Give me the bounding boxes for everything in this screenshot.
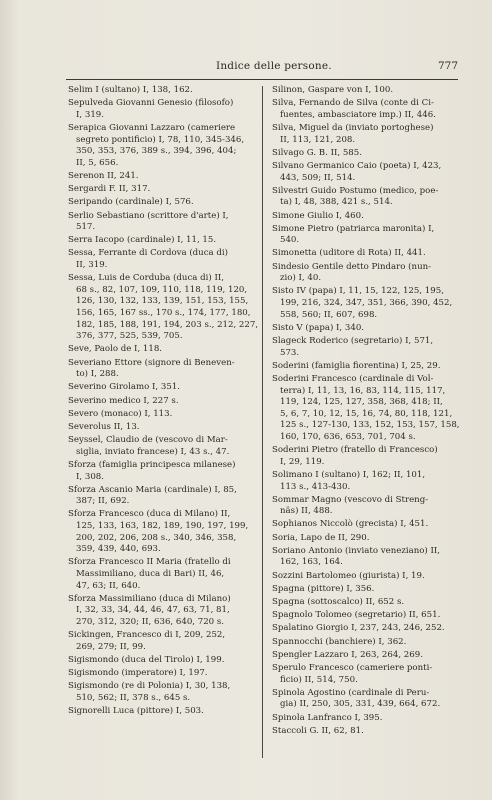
entry-line: Soderini (famiglia fiorentina) I, 25, 29. bbox=[272, 360, 441, 371]
index-entry bbox=[272, 361, 462, 373]
entry-line: Sophianos Niccolò (grecista) I, 451. bbox=[272, 519, 429, 530]
header-rule bbox=[66, 79, 458, 80]
entry-continuation-line: 376, 377, 525, 539, 705. bbox=[76, 331, 183, 342]
entry-continuation-line: 350, 353, 376, 389 s., 394, 396, 404; bbox=[76, 146, 237, 157]
index-entry bbox=[272, 224, 462, 247]
entry-continuation-line: 5, 6, 7, 10, 12, 15, 16, 74, 80, 118, 121, bbox=[280, 408, 453, 419]
entry-continuation-line: 126, 130, 132, 133, 139, 151, 153, 155, bbox=[76, 296, 249, 307]
column-divider bbox=[262, 86, 263, 758]
entry-line: Silvestri Guido Postumo (medico, poe- bbox=[272, 185, 439, 196]
entry-line: Slageck Roderico (segretario) I, 571, bbox=[272, 336, 434, 346]
entry-line: Simone Pietro (patriarca maronita) I, bbox=[272, 223, 435, 234]
index-entry bbox=[68, 248, 258, 271]
index-entry bbox=[68, 435, 258, 458]
index-entry bbox=[68, 358, 258, 381]
entry-line: Sessa, Luis de Corduba (duca di) II, bbox=[68, 273, 224, 284]
entry-continuation-line: gia) II, 250, 305, 331, 439, 664, 672. bbox=[280, 699, 441, 710]
index-entry bbox=[272, 584, 462, 596]
index-entry bbox=[68, 396, 258, 408]
entry-continuation-line: 200, 202, 206, 208 s., 340, 346, 358, bbox=[76, 532, 237, 543]
index-entry bbox=[272, 186, 462, 209]
entry-continuation-line: II, 113, 121, 208. bbox=[280, 134, 356, 145]
entry-line: Spinola Agostino (cardinale di Peru- bbox=[272, 687, 430, 698]
index-entry bbox=[272, 610, 462, 622]
index-entry bbox=[272, 623, 462, 635]
entry-continuation-line: 270, 312, 320; II, 636, 640, 720 s. bbox=[76, 617, 225, 627]
entry-continuation-line: I, 32, 33, 34, 44, 46, 47, 63, 71, 81, bbox=[76, 605, 230, 616]
entry-continuation-line: 558, 560; II, 607, 698. bbox=[280, 309, 378, 320]
entry-line: Serenon II, 241. bbox=[68, 170, 139, 181]
index-entry bbox=[272, 546, 462, 569]
entry-continuation-line: fuentes, ambasciatore imp.) II, 446. bbox=[280, 109, 436, 120]
entry-continuation-line: 510, 562; II, 378 s., 645 s. bbox=[76, 692, 191, 703]
index-entry bbox=[272, 286, 462, 321]
entry-line: Sigismondo (re di Polonia) I, 30, 138, bbox=[68, 681, 231, 692]
index-entry bbox=[272, 519, 462, 531]
entry-line: Seripando (cardinale) I, 576. bbox=[68, 197, 194, 208]
entry-continuation-line: 517. bbox=[76, 222, 96, 233]
entry-line: Solimano I (sultano) I, 162; II, 101, bbox=[272, 469, 426, 480]
entry-line: Sforza Massimiliano (duca di Milano) bbox=[68, 593, 231, 604]
entry-line: Seve, Paolo de I, 118. bbox=[68, 344, 163, 355]
entry-continuation-line: 125, 133, 163, 182, 189, 190, 197, 199, bbox=[76, 521, 249, 532]
index-entry bbox=[68, 630, 258, 653]
entry-line: Soderini Pietro (fratello di Francesco) bbox=[272, 445, 438, 456]
index-entry bbox=[68, 668, 258, 680]
entry-line: Sforza Francesco II Maria (fratello di bbox=[68, 557, 231, 568]
index-entry bbox=[68, 594, 258, 629]
entry-line: Severino medico I, 227 s. bbox=[68, 395, 179, 406]
index-entry bbox=[68, 273, 258, 343]
index-entry bbox=[272, 637, 462, 649]
index-entry bbox=[68, 557, 258, 592]
index-entry bbox=[272, 248, 462, 260]
entry-continuation-line: I, 308. bbox=[76, 471, 104, 482]
entry-continuation-line: I, 29, 119. bbox=[280, 456, 325, 467]
entry-continuation-line: 199, 216, 324, 347, 351, 366, 390, 452, bbox=[280, 298, 453, 309]
entry-line: Spalatino Giorgio I, 237, 243, 246, 252. bbox=[272, 623, 445, 634]
entry-line: Sergardi F. II, 317. bbox=[68, 184, 151, 195]
index-entry bbox=[272, 470, 462, 493]
index-entry bbox=[272, 336, 462, 359]
index-entry bbox=[68, 460, 258, 483]
index-entry bbox=[68, 344, 258, 356]
entry-continuation-line: 68 s., 82, 107, 109, 110, 118, 119, 120, bbox=[76, 284, 248, 295]
entry-continuation-line: 359, 439, 440, 693. bbox=[76, 544, 161, 555]
entry-line: Sigismondo (imperatore) I, 197. bbox=[68, 668, 208, 679]
index-entry bbox=[272, 663, 462, 686]
entry-line: Signorelli Luca (pittore) I, 503. bbox=[68, 706, 204, 717]
index-entry bbox=[272, 445, 462, 468]
entry-continuation-line: ta) I, 48, 388, 421 s., 514. bbox=[280, 197, 393, 208]
index-entry bbox=[272, 148, 462, 160]
entry-continuation-line: 125 s., 127-130, 133, 152, 153, 157, 158, bbox=[280, 420, 460, 431]
entry-continuation-line: terra) I, 11, 13, 16, 83, 114, 115, 117, bbox=[280, 385, 446, 396]
entry-line: Spinola Lanfranco I, 395. bbox=[272, 712, 383, 723]
index-entry bbox=[68, 171, 258, 183]
entry-line: Spengler Lazzaro I, 263, 264, 269. bbox=[272, 649, 423, 660]
index-entry bbox=[272, 713, 462, 725]
entry-line: Seyssel, Claudio de (vescovo di Mar- bbox=[68, 435, 228, 446]
index-entry bbox=[68, 509, 258, 555]
index-entry bbox=[272, 323, 462, 335]
entry-line: Silvano Germanico Caio (poeta) I, 423, bbox=[272, 160, 442, 171]
index-entry bbox=[68, 98, 258, 121]
entry-line: Sickingen, Francesco di I, 209, 252, bbox=[68, 630, 226, 641]
header-title: Indice delle persone. bbox=[216, 60, 332, 72]
entry-continuation-line: 182, 185, 188, 191, 194, 203 s., 212, 227, bbox=[76, 319, 258, 330]
index-entry bbox=[68, 422, 258, 434]
entry-line: Sepulveda Giovanni Genesio (filosofo) bbox=[68, 98, 234, 109]
entry-continuation-line: siglia, inviato francese) I, 43 s., 47. bbox=[76, 446, 230, 457]
entry-continuation-line: II, 319. bbox=[76, 260, 108, 271]
index-entry bbox=[68, 85, 258, 97]
entry-line: Silvago G. B. II, 585. bbox=[272, 147, 362, 158]
entry-line: Sigismondo (duca del Tirolo) I, 199. bbox=[68, 654, 225, 665]
index-entry bbox=[272, 597, 462, 609]
index-entry bbox=[272, 495, 462, 518]
entry-continuation-line: 162, 163, 164. bbox=[280, 557, 343, 568]
index-entry bbox=[68, 655, 258, 667]
index-entry bbox=[68, 211, 258, 234]
index-entry bbox=[272, 161, 462, 184]
index-entry bbox=[68, 409, 258, 421]
entry-line: Sforza Ascanio Maria (cardinale) I, 85, bbox=[68, 484, 237, 495]
index-entry bbox=[272, 262, 462, 285]
page-number: 777 bbox=[437, 60, 458, 72]
entry-continuation-line: 540. bbox=[280, 235, 300, 246]
entry-line: Sessa, Ferrante di Cordova (duca di) bbox=[68, 248, 228, 259]
entry-continuation-line: Massimiliano, duca di Bari) II, 46, bbox=[76, 569, 225, 580]
entry-line: Silva, Fernando de Silva (conte di Ci- bbox=[272, 98, 434, 109]
entry-continuation-line: zio) I, 40. bbox=[280, 273, 322, 284]
index-entry bbox=[272, 650, 462, 662]
entry-line: Soderini Francesco (cardinale di Vol- bbox=[272, 373, 434, 384]
entry-continuation-line: 387; II, 692. bbox=[76, 496, 130, 507]
entry-continuation-line: to) I, 288. bbox=[76, 369, 119, 380]
entry-line: Sisto V (papa) I, 340. bbox=[272, 322, 365, 333]
entry-line: Spagnolo Tolomeo (segretario) II, 651. bbox=[272, 610, 441, 621]
index-entry bbox=[272, 211, 462, 223]
index-entry bbox=[272, 98, 462, 121]
entry-continuation-line: 119, 124, 125, 127, 358, 368, 418; II, bbox=[280, 397, 443, 408]
entry-line: Simonetta (uditore di Rota) II, 441. bbox=[272, 248, 426, 259]
index-entry bbox=[272, 571, 462, 583]
entry-line: Spannocchi (banchiere) I, 362. bbox=[272, 636, 407, 647]
index-entry bbox=[68, 485, 258, 508]
index-column-left bbox=[68, 85, 258, 719]
index-entry bbox=[272, 85, 462, 97]
entry-continuation-line: segreto pontificio) I, 78, 110, 345-346, bbox=[76, 134, 245, 145]
entry-line: Sforza (famiglia principesca milanese) bbox=[68, 459, 236, 470]
index-column-right bbox=[272, 85, 462, 739]
entry-continuation-line: näs) II, 488. bbox=[280, 506, 333, 517]
index-entry bbox=[272, 533, 462, 545]
entry-line: Silinon, Gaspare von I, 100. bbox=[272, 85, 394, 95]
entry-line: Spagna (pittore) I, 356. bbox=[272, 583, 375, 594]
running-header bbox=[66, 60, 458, 76]
entry-line: Sommar Magno (vescovo di Streng- bbox=[272, 494, 429, 505]
entry-continuation-line: 269, 279; II, 99. bbox=[76, 641, 146, 652]
entry-line: Sperulo Francesco (cameriere ponti- bbox=[272, 662, 433, 673]
entry-line: Serra Iacopo (cardinale) I, 11, 15. bbox=[68, 235, 217, 246]
entry-line: Soria, Lapo de II, 290. bbox=[272, 532, 370, 543]
entry-line: Sisto IV (papa) I, 11, 15, 122, 125, 195, bbox=[272, 286, 444, 297]
entry-continuation-line: ficio) II, 514, 750. bbox=[280, 674, 358, 685]
entry-continuation-line: I, 319. bbox=[76, 109, 104, 120]
entry-continuation-line: 443, 509; II, 514. bbox=[280, 172, 356, 183]
entry-line: Severo (monaco) I, 113. bbox=[68, 408, 173, 419]
entry-line: Serlio Sebastiano (scrittore d'arte) I, bbox=[68, 210, 229, 221]
index-entry bbox=[68, 123, 258, 169]
index-entry bbox=[68, 706, 258, 718]
entry-continuation-line: II, 5, 656. bbox=[76, 157, 119, 168]
entry-line: Spagna (sottoscalco) II, 652 s. bbox=[272, 597, 405, 607]
index-entry bbox=[68, 681, 258, 704]
entry-line: Staccoli G. II, 62, 81. bbox=[272, 725, 364, 736]
entry-line: Severino Girolamo I, 351. bbox=[68, 382, 181, 393]
index-entry bbox=[272, 688, 462, 711]
index-entry bbox=[68, 235, 258, 247]
entry-line: Simone Giulio I, 460. bbox=[272, 210, 364, 221]
entry-line: Sozzini Bartolomeo (giurista) I, 19. bbox=[272, 570, 425, 581]
entry-continuation-line: 573. bbox=[280, 347, 300, 358]
index-entry bbox=[272, 123, 462, 146]
entry-continuation-line: 113 s., 413-430. bbox=[280, 481, 351, 492]
entry-line: Soriano Antonio (inviato veneziano) II, bbox=[272, 545, 441, 556]
entry-continuation-line: 47, 63; II, 640. bbox=[76, 580, 141, 591]
entry-line: Silva, Miguel da (inviato portoghese) bbox=[272, 122, 434, 133]
entry-line: Severolus II, 13. bbox=[68, 421, 140, 432]
index-entry bbox=[68, 197, 258, 209]
entry-continuation-line: 160, 170, 636, 653, 701, 704 s. bbox=[280, 431, 416, 442]
entry-continuation-line: 156, 165, 167 ss., 170 s., 174, 177, 180, bbox=[76, 308, 251, 319]
index-entry bbox=[68, 184, 258, 196]
index-entry bbox=[68, 382, 258, 394]
index-entry bbox=[272, 726, 462, 738]
entry-line: Sindesio Gentile detto Pindaro (nun- bbox=[272, 261, 432, 272]
entry-line: Severiano Ettore (signore di Beneven- bbox=[68, 357, 235, 368]
index-entry bbox=[272, 374, 462, 444]
entry-line: Selim I (sultano) I, 138, 162. bbox=[68, 85, 193, 95]
entry-line: Sforza Francesco (duca di Milano) II, bbox=[68, 509, 231, 520]
entry-line: Serapica Giovanni Lazzaro (cameriere bbox=[68, 122, 236, 133]
